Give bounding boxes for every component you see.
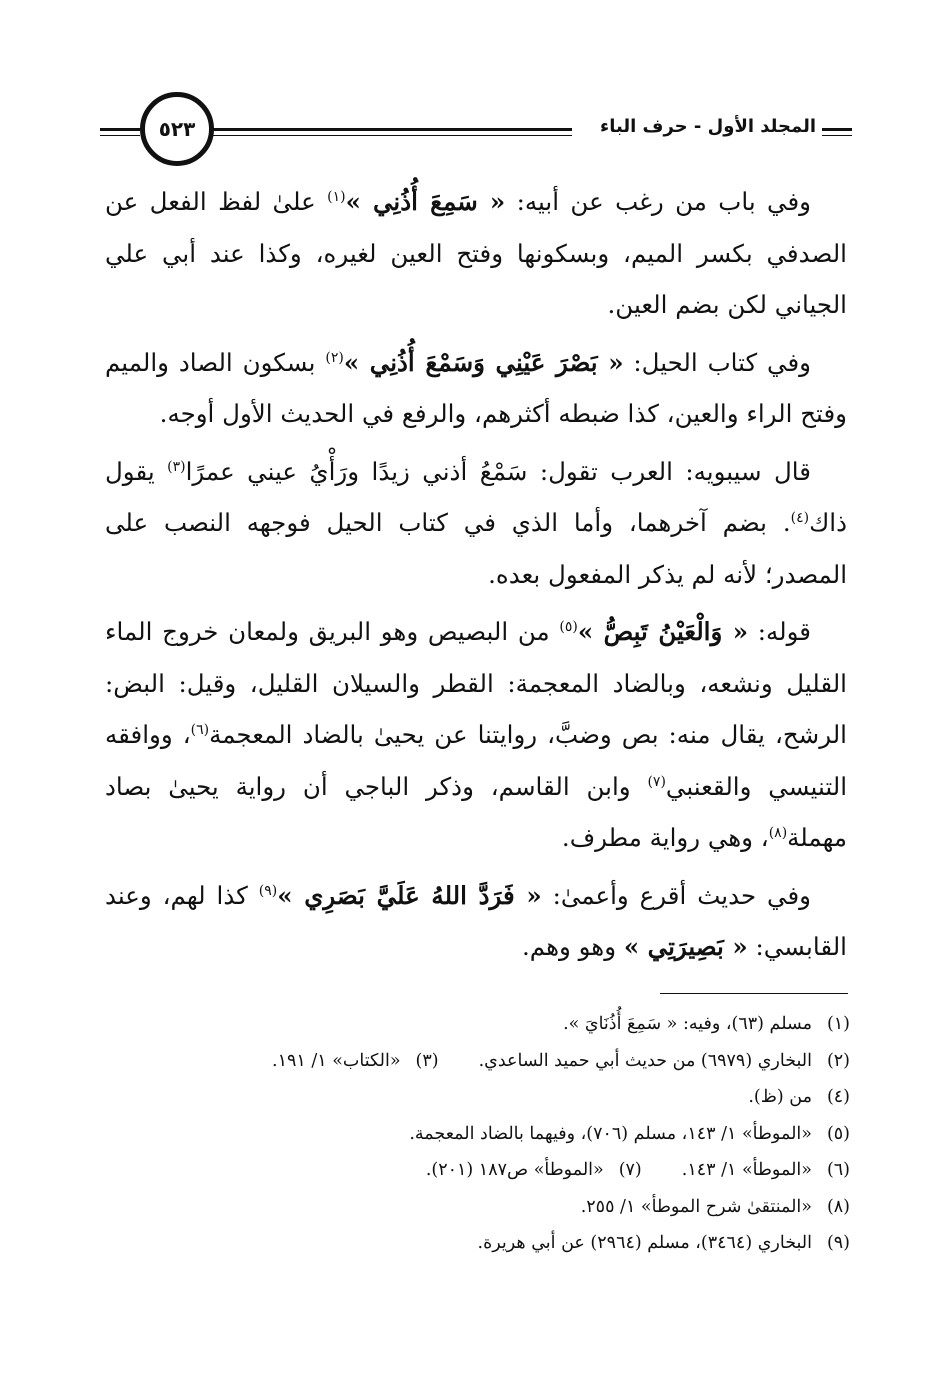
text-run: قال سيبويه: العرب تقول: سَمْعُ أذني زيدًا ورَأْيُ عيني عمرًا bbox=[185, 456, 811, 486]
footnote bbox=[110, 1225, 850, 1262]
footnote bbox=[110, 1116, 850, 1153]
footnote-text: «الموطأ» ١/ ١٤٣. bbox=[681, 1160, 812, 1180]
text-run: . بضم آخرهما، وأما الذي في كتاب الحيل فوجهه النصب على المصدر؛ لأنه لم يذكر المفعول بعده. bbox=[105, 508, 847, 589]
footnote-text: «الكتاب» ١/ ١٩١. bbox=[272, 1050, 401, 1071]
text-run: ، ووافقه التنيسي والقعنبي bbox=[105, 720, 847, 801]
text-run: يقول ذاك bbox=[105, 456, 847, 537]
page-number: ٥٢٣ bbox=[158, 117, 196, 141]
footnote-ref: (٢) bbox=[325, 349, 344, 366]
footnote-gap bbox=[642, 1152, 682, 1189]
paragraph bbox=[105, 446, 847, 601]
footnote bbox=[110, 1079, 850, 1116]
footnote bbox=[110, 1152, 850, 1189]
main-text bbox=[105, 176, 847, 973]
footnotes bbox=[110, 1006, 850, 1262]
text-run: كذا لهم، وعند القابسي: bbox=[105, 880, 847, 961]
footnote-text: البخاري (٦٩٧٩) من حديث أبي حميد الساعدي. bbox=[478, 1050, 812, 1071]
footnote bbox=[110, 1189, 850, 1226]
footnote-number: (١) bbox=[826, 1014, 850, 1034]
footnote-text: من (ظ). bbox=[748, 1087, 812, 1107]
header-rule-middle bbox=[210, 128, 572, 131]
hadith-quote: « وَالْعَيْنُ تَبِصُّ » bbox=[577, 617, 749, 646]
text-run: وفي باب من رغب عن أبيه: bbox=[505, 187, 811, 216]
footnote-ref: (٣) bbox=[167, 458, 186, 475]
footnote-number: (٦) bbox=[826, 1160, 850, 1180]
footnote-number: (٣) bbox=[415, 1050, 439, 1071]
page-header bbox=[100, 92, 852, 172]
paragraph bbox=[105, 606, 847, 864]
text-run: قوله: bbox=[748, 617, 811, 646]
text-run: وفي كتاب الحيل: bbox=[623, 347, 812, 377]
footnote-ref: (٦) bbox=[190, 721, 210, 738]
footnote-number: (٧) bbox=[618, 1160, 642, 1180]
paragraph bbox=[105, 870, 847, 973]
footnote-number: (٥) bbox=[826, 1123, 850, 1144]
text-run: وهو وهم. bbox=[521, 932, 624, 961]
footnote-ref: (٨) bbox=[768, 824, 788, 841]
text-run: وابن القاسم، وذكر الباجي أن رواية يحيىٰ بصاد مهملة bbox=[105, 771, 847, 852]
text-run: بسكون الصاد والميم وفتح الراء والعين، كذا ضبطه أكثرهم، والرفع في الحديث الأول أوجه. bbox=[105, 347, 847, 428]
footnote-number: (٨) bbox=[826, 1196, 850, 1217]
hadith-quote: « بَصْرَ عَيْنِي وَسَمْعَ أُذُنِي » bbox=[343, 347, 624, 377]
text-run: ، وهي رواية مطرف. bbox=[561, 823, 769, 852]
footnote-text: «الموطأ» ١/ ١٤٣، مسلم (٧٠٦)، وفيهما بالضاد المعجمة. bbox=[409, 1123, 812, 1144]
footnote bbox=[110, 1006, 850, 1043]
footnote-ref: (٩) bbox=[258, 882, 278, 899]
footnote-ref: (٧) bbox=[647, 773, 666, 790]
page-number-circle bbox=[140, 92, 214, 166]
text-run: من البصيص وهو البريق ولمعان خروج الماء القليل ونشعه، وبالضاد المعجمة: القطر والسيلان القليل، وقيل: البض: الرشح، يقال منه: بص وضبَّ، روايتنا عن يحيىٰ بالضاد المعجمة bbox=[105, 617, 847, 749]
paragraph bbox=[105, 337, 847, 440]
text-run: علىٰ لفظ الفعل عن الصدفي بكسر الميم، وبسكونها وفتح العين لغيره، وكذا عند أبي علي الجياني لكن بضم العين. bbox=[105, 187, 847, 319]
footnote-text: مسلم (٦٣)، وفيه: « سَمِعَ أُذُنَايَ ». bbox=[563, 1014, 812, 1034]
footnote-number: (٢) bbox=[826, 1050, 850, 1071]
hadith-quote: « بَصِيرَتِي » bbox=[623, 932, 748, 961]
hadith-quote: « فَرَدَّ اللهُ عَلَيَّ بَصَرِي » bbox=[277, 880, 542, 910]
footnote-number: (٤) bbox=[826, 1087, 850, 1107]
paragraph bbox=[105, 176, 847, 331]
footnote bbox=[110, 1043, 850, 1080]
running-head: المجلد الأول - حرف الباء bbox=[594, 116, 822, 137]
footnote-text: «المنتقىٰ شرح الموطأ» ١/ ٢٥٥. bbox=[580, 1196, 812, 1217]
footnote-gap bbox=[439, 1043, 479, 1080]
footnote-ref: (٥) bbox=[559, 618, 578, 635]
header-rule-left bbox=[100, 128, 140, 131]
footnote-ref: (١) bbox=[327, 188, 346, 205]
footnote-text: البخاري (٣٤٦٤)، مسلم (٢٩٦٤) عن أبي هريرة. bbox=[477, 1233, 812, 1253]
footnote-divider bbox=[660, 993, 848, 994]
text-run: وفي حديث أقرع وأعمىٰ: bbox=[541, 880, 812, 910]
hadith-quote: « سَمِعَ أُذُنِي » bbox=[345, 187, 506, 216]
footnote-number: (٩) bbox=[826, 1233, 850, 1253]
footnote-text: «الموطأ» ص١٨٧ (٢٠١). bbox=[425, 1160, 604, 1180]
footnote-ref: (٤) bbox=[790, 509, 810, 526]
